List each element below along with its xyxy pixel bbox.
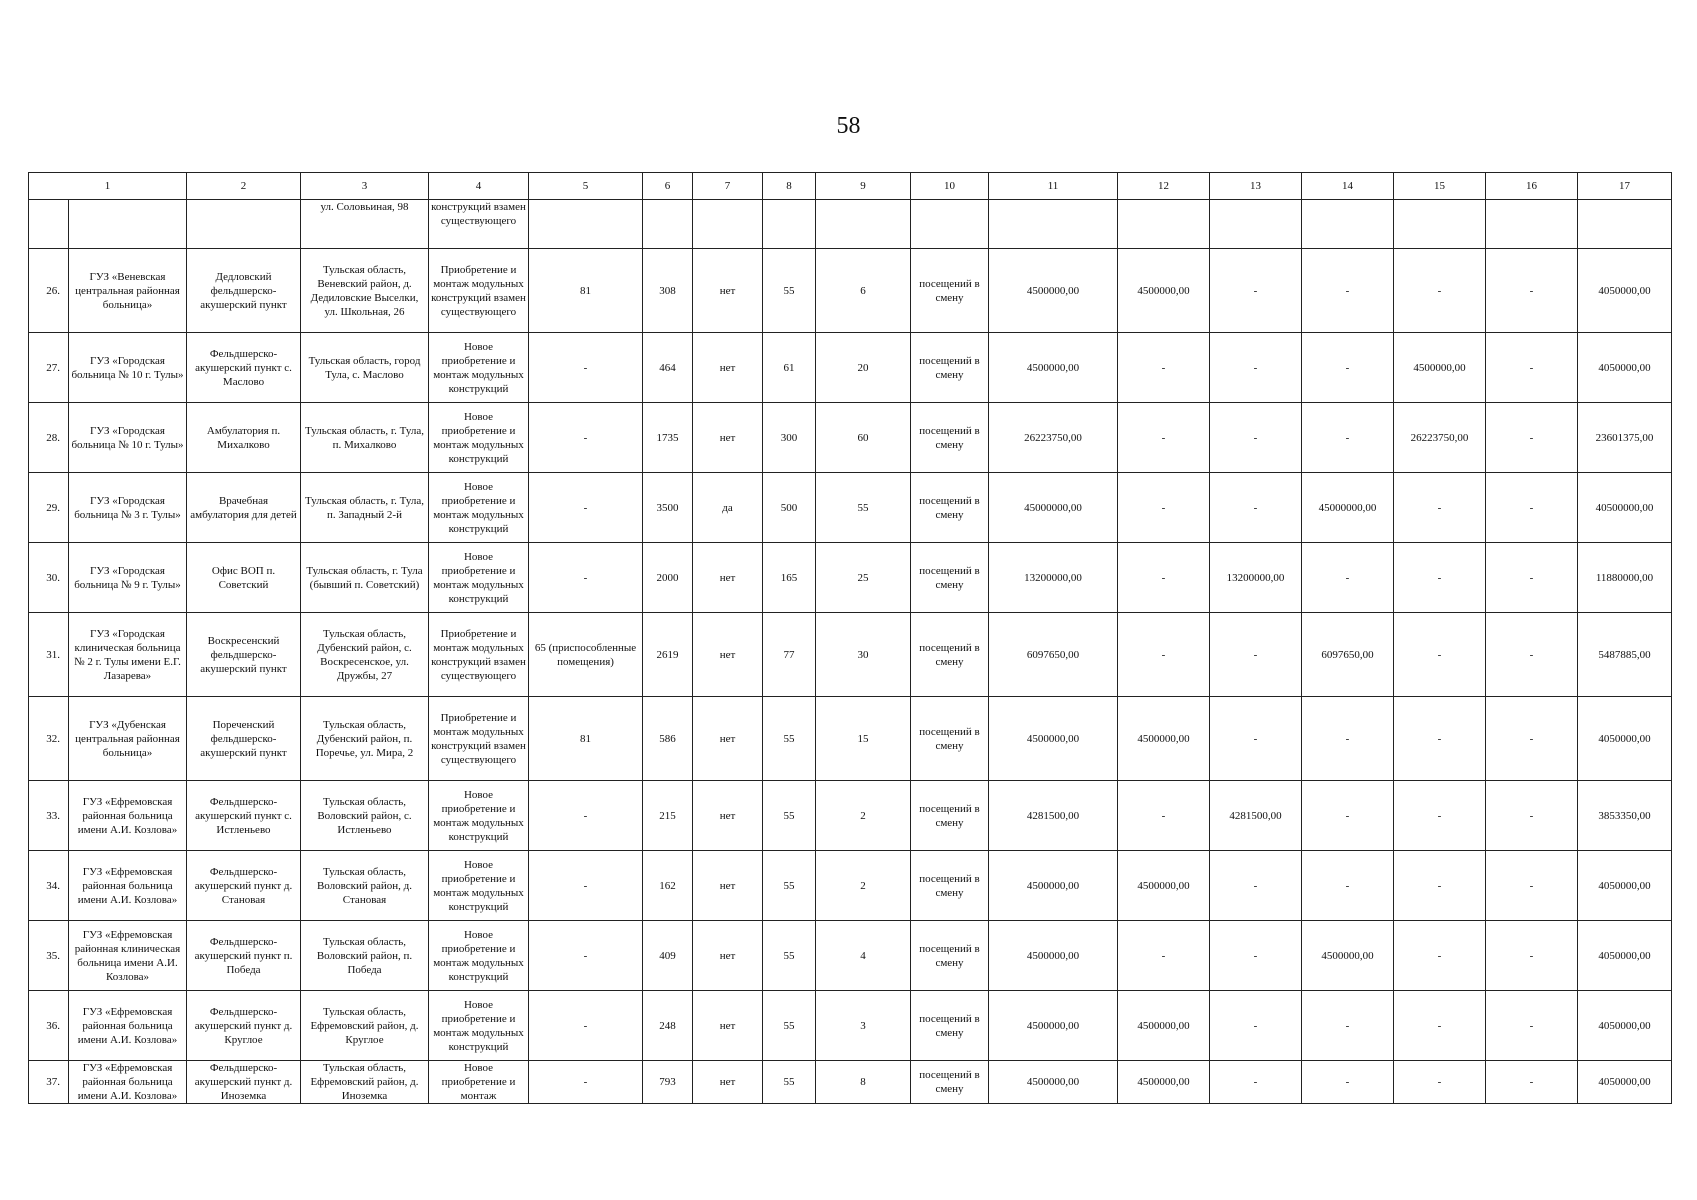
table-row bbox=[29, 921, 1672, 991]
cell-c12: 4500000,00 bbox=[1118, 697, 1210, 781]
header-cell: 16 bbox=[1486, 173, 1578, 200]
cell-c9: 2 bbox=[816, 781, 911, 851]
cell-no: 31. bbox=[29, 613, 69, 697]
cell-c15: - bbox=[1394, 921, 1486, 991]
cell-c6: 464 bbox=[643, 333, 693, 403]
cell-c17: 11880000,00 bbox=[1578, 543, 1672, 613]
cell-c9 bbox=[816, 200, 911, 249]
cell-object: Фельдшерско-акушерский пункт д. Становая bbox=[187, 851, 301, 921]
cell-c12: 4500000,00 bbox=[1118, 851, 1210, 921]
cell-c5: - bbox=[529, 991, 643, 1061]
cell-work: Приобретение и монтаж модульных конструкций взамен существующего bbox=[429, 249, 529, 333]
cell-c11: 26223750,00 bbox=[989, 403, 1118, 473]
cell-work: Новое приобретение и монтаж модульных конструкций bbox=[429, 991, 529, 1061]
cell-org: ГУЗ «Ефремовская районная больница имени А.И. Козлова» bbox=[69, 991, 187, 1061]
cell-c16: - bbox=[1486, 613, 1578, 697]
cell-c8 bbox=[763, 200, 816, 249]
cell-c11: 4500000,00 bbox=[989, 697, 1118, 781]
cell-c10: посещений в смену bbox=[911, 333, 989, 403]
cell-c17: 4050000,00 bbox=[1578, 1061, 1672, 1104]
cell-c9: 4 bbox=[816, 921, 911, 991]
cell-c17: 40500000,00 bbox=[1578, 473, 1672, 543]
cell-c17: 4050000,00 bbox=[1578, 697, 1672, 781]
cell-c11: 4500000,00 bbox=[989, 1061, 1118, 1104]
cell-c12: 4500000,00 bbox=[1118, 1061, 1210, 1104]
cell-address: Тульская область, Ефремовский район, д. Круглое bbox=[301, 991, 429, 1061]
cell-c17: 4050000,00 bbox=[1578, 921, 1672, 991]
cell-c5: - bbox=[529, 543, 643, 613]
header-cell: 11 bbox=[989, 173, 1118, 200]
cell-work: Приобретение и монтаж модульных конструкций взамен существующего bbox=[429, 613, 529, 697]
cell-c14: - bbox=[1302, 697, 1394, 781]
header-cell: 6 bbox=[643, 173, 693, 200]
cell-c5 bbox=[529, 200, 643, 249]
cell-c17: 3853350,00 bbox=[1578, 781, 1672, 851]
cell-work: Новое приобретение и монтаж bbox=[429, 1061, 529, 1104]
header-cell: 10 bbox=[911, 173, 989, 200]
table-row bbox=[29, 613, 1672, 697]
cell-c16: - bbox=[1486, 921, 1578, 991]
cell-c11: 6097650,00 bbox=[989, 613, 1118, 697]
cell-c11: 4500000,00 bbox=[989, 851, 1118, 921]
cell-address: Тульская область, Ефремовский район, д. Иноземка bbox=[301, 1061, 429, 1104]
cell-c10: посещений в смену bbox=[911, 851, 989, 921]
cell-c5: - bbox=[529, 403, 643, 473]
cell-c13: - bbox=[1210, 991, 1302, 1061]
cell-c5: 81 bbox=[529, 697, 643, 781]
cell-c16: - bbox=[1486, 543, 1578, 613]
cell-c8: 77 bbox=[763, 613, 816, 697]
cell-org bbox=[69, 200, 187, 249]
cell-c16: - bbox=[1486, 991, 1578, 1061]
header-cell: 4 bbox=[429, 173, 529, 200]
cell-c16: - bbox=[1486, 473, 1578, 543]
header-cell: 5 bbox=[529, 173, 643, 200]
cell-no: 33. bbox=[29, 781, 69, 851]
table-row bbox=[29, 403, 1672, 473]
cell-c11: 4281500,00 bbox=[989, 781, 1118, 851]
cell-no: 36. bbox=[29, 991, 69, 1061]
header-cell: 15 bbox=[1394, 173, 1486, 200]
cell-c5: 65 (приспособленные помещения) bbox=[529, 613, 643, 697]
cell-c12: - bbox=[1118, 543, 1210, 613]
registry-table bbox=[28, 172, 1672, 1104]
cell-address: Тульская область, Воловский район, п. Победа bbox=[301, 921, 429, 991]
cell-c6: 248 bbox=[643, 991, 693, 1061]
cell-c12: - bbox=[1118, 403, 1210, 473]
cell-c14: - bbox=[1302, 543, 1394, 613]
cell-c7: нет bbox=[693, 921, 763, 991]
header-cell: 12 bbox=[1118, 173, 1210, 200]
cell-no: 30. bbox=[29, 543, 69, 613]
cell-c14: - bbox=[1302, 249, 1394, 333]
cell-org: ГУЗ «Веневская центральная районная больница» bbox=[69, 249, 187, 333]
cell-c12: - bbox=[1118, 613, 1210, 697]
cell-org: ГУЗ «Ефремовская районная больница имени А.И. Козлова» bbox=[69, 781, 187, 851]
cell-c5: - bbox=[529, 473, 643, 543]
cell-work: Новое приобретение и монтаж модульных конструкций bbox=[429, 333, 529, 403]
cell-work: Новое приобретение и монтаж модульных конструкций bbox=[429, 403, 529, 473]
cell-c6: 3500 bbox=[643, 473, 693, 543]
cell-object: Пореченский фельдшерско-акушерский пункт bbox=[187, 697, 301, 781]
cell-no: 28. bbox=[29, 403, 69, 473]
cell-c17: 4050000,00 bbox=[1578, 991, 1672, 1061]
cell-c17: 4050000,00 bbox=[1578, 851, 1672, 921]
cell-c9: 60 bbox=[816, 403, 911, 473]
cell-c5: - bbox=[529, 781, 643, 851]
cell-c15: - bbox=[1394, 851, 1486, 921]
cell-c10: посещений в смену bbox=[911, 781, 989, 851]
cell-address: Тульская область, Воловский район, с. Истленьево bbox=[301, 781, 429, 851]
cell-c9: 3 bbox=[816, 991, 911, 1061]
cell-c6: 793 bbox=[643, 1061, 693, 1104]
cell-c16: - bbox=[1486, 249, 1578, 333]
cell-address: Тульская область, город Тула, с. Маслово bbox=[301, 333, 429, 403]
cell-object: Офис ВОП п. Советский bbox=[187, 543, 301, 613]
cell-c7: да bbox=[693, 473, 763, 543]
cell-c6: 409 bbox=[643, 921, 693, 991]
cell-c7: нет bbox=[693, 249, 763, 333]
cell-object bbox=[187, 200, 301, 249]
cell-work: Новое приобретение и монтаж модульных конструкций bbox=[429, 781, 529, 851]
cell-org: ГУЗ «Ефремовская районная клиническая больница имени А.И. Козлова» bbox=[69, 921, 187, 991]
cell-c8: 55 bbox=[763, 1061, 816, 1104]
table-row bbox=[29, 249, 1672, 333]
cell-c16: - bbox=[1486, 781, 1578, 851]
cell-address: Тульская область, г. Тула, п. Михалково bbox=[301, 403, 429, 473]
cell-c10: посещений в смену bbox=[911, 543, 989, 613]
header-cell: 7 bbox=[693, 173, 763, 200]
cell-c12 bbox=[1118, 200, 1210, 249]
cell-c13: - bbox=[1210, 333, 1302, 403]
cell-object: Фельдшерско-акушерский пункт с. Маслово bbox=[187, 333, 301, 403]
cell-c17: 4050000,00 bbox=[1578, 249, 1672, 333]
cell-c7: нет bbox=[693, 781, 763, 851]
cell-c5: 81 bbox=[529, 249, 643, 333]
cell-c9: 20 bbox=[816, 333, 911, 403]
cell-c6: 2619 bbox=[643, 613, 693, 697]
cell-c8: 500 bbox=[763, 473, 816, 543]
cell-c12: - bbox=[1118, 921, 1210, 991]
cell-org: ГУЗ «Городская клиническая больница № 2 г. Тулы имени Е.Г. Лазарева» bbox=[69, 613, 187, 697]
cell-org: ГУЗ «Городская больница № 9 г. Тулы» bbox=[69, 543, 187, 613]
cell-c11 bbox=[989, 200, 1118, 249]
cell-no: 32. bbox=[29, 697, 69, 781]
cell-c8: 55 bbox=[763, 921, 816, 991]
cell-object: Фельдшерско-акушерский пункт д. Иноземка bbox=[187, 1061, 301, 1104]
cell-c8: 61 bbox=[763, 333, 816, 403]
cell-c15: 4500000,00 bbox=[1394, 333, 1486, 403]
cell-work: Новое приобретение и монтаж модульных конструкций bbox=[429, 921, 529, 991]
cell-c11: 4500000,00 bbox=[989, 991, 1118, 1061]
cell-c16: - bbox=[1486, 851, 1578, 921]
cell-c12: 4500000,00 bbox=[1118, 249, 1210, 333]
cell-c13: - bbox=[1210, 851, 1302, 921]
cell-c11: 45000000,00 bbox=[989, 473, 1118, 543]
cell-c7: нет bbox=[693, 1061, 763, 1104]
cell-c8: 55 bbox=[763, 991, 816, 1061]
cell-c11: 4500000,00 bbox=[989, 249, 1118, 333]
cell-c9: 6 bbox=[816, 249, 911, 333]
header-cell: 2 bbox=[187, 173, 301, 200]
cell-c13: - bbox=[1210, 403, 1302, 473]
cell-c7 bbox=[693, 200, 763, 249]
header-cell: 3 bbox=[301, 173, 429, 200]
cell-c17: 5487885,00 bbox=[1578, 613, 1672, 697]
cell-c13: 4281500,00 bbox=[1210, 781, 1302, 851]
cell-no: 29. bbox=[29, 473, 69, 543]
cell-c15: - bbox=[1394, 249, 1486, 333]
cell-no: 26. bbox=[29, 249, 69, 333]
cell-c16 bbox=[1486, 200, 1578, 249]
cell-object: Воскресенский фельдшерско-акушерский пункт bbox=[187, 613, 301, 697]
header-cell: 17 bbox=[1578, 173, 1672, 200]
cell-c14: - bbox=[1302, 403, 1394, 473]
cell-c13 bbox=[1210, 200, 1302, 249]
table-row bbox=[29, 333, 1672, 403]
header-cell: 13 bbox=[1210, 173, 1302, 200]
cell-c10: посещений в смену bbox=[911, 991, 989, 1061]
cell-c16: - bbox=[1486, 403, 1578, 473]
cell-c13: - bbox=[1210, 1061, 1302, 1104]
cell-object: Фельдшерско-акушерский пункт с. Истленьево bbox=[187, 781, 301, 851]
cell-c8: 55 bbox=[763, 249, 816, 333]
cell-c10: посещений в смену bbox=[911, 1061, 989, 1104]
cell-address: Тульская область, г. Тула, п. Западный 2-й bbox=[301, 473, 429, 543]
cell-work: Новое приобретение и монтаж модульных конструкций bbox=[429, 543, 529, 613]
cell-c9: 8 bbox=[816, 1061, 911, 1104]
cell-c5: - bbox=[529, 333, 643, 403]
cell-c13: 13200000,00 bbox=[1210, 543, 1302, 613]
cell-c9: 30 bbox=[816, 613, 911, 697]
cell-c15: - bbox=[1394, 781, 1486, 851]
cell-c7: нет bbox=[693, 613, 763, 697]
cell-c13: - bbox=[1210, 921, 1302, 991]
cell-no: 34. bbox=[29, 851, 69, 921]
cell-c10 bbox=[911, 200, 989, 249]
table-row bbox=[29, 991, 1672, 1061]
cell-c11: 13200000,00 bbox=[989, 543, 1118, 613]
cell-c6: 308 bbox=[643, 249, 693, 333]
cell-c7: нет bbox=[693, 543, 763, 613]
table-row bbox=[29, 1061, 1672, 1104]
cell-c13: - bbox=[1210, 249, 1302, 333]
cell-c12: - bbox=[1118, 333, 1210, 403]
cell-object: Амбулатория п. Михалково bbox=[187, 403, 301, 473]
cell-c8: 55 bbox=[763, 781, 816, 851]
cell-c6: 1735 bbox=[643, 403, 693, 473]
cell-c12: - bbox=[1118, 473, 1210, 543]
cell-object: Фельдшерско-акушерский пункт д. Круглое bbox=[187, 991, 301, 1061]
cell-c14: 45000000,00 bbox=[1302, 473, 1394, 543]
cell-c7: нет bbox=[693, 333, 763, 403]
header-cell: 8 bbox=[763, 173, 816, 200]
cell-address: Тульская область, Дубенский район, с. Воскресенское, ул. Дружбы, 27 bbox=[301, 613, 429, 697]
cell-c16: - bbox=[1486, 697, 1578, 781]
cell-c14 bbox=[1302, 200, 1394, 249]
cell-c14: - bbox=[1302, 333, 1394, 403]
cell-c15: 26223750,00 bbox=[1394, 403, 1486, 473]
cell-c5: - bbox=[529, 921, 643, 991]
cell-c8: 55 bbox=[763, 851, 816, 921]
cell-c15: - bbox=[1394, 991, 1486, 1061]
cell-c8: 55 bbox=[763, 697, 816, 781]
cell-work: Новое приобретение и монтаж модульных конструкций bbox=[429, 473, 529, 543]
cell-c9: 25 bbox=[816, 543, 911, 613]
cell-c6: 586 bbox=[643, 697, 693, 781]
table-row bbox=[29, 543, 1672, 613]
cell-c16: - bbox=[1486, 1061, 1578, 1104]
header-row bbox=[29, 173, 1672, 200]
cell-c11: 4500000,00 bbox=[989, 921, 1118, 991]
table-row bbox=[29, 781, 1672, 851]
cell-c6: 2000 bbox=[643, 543, 693, 613]
cell-c10: посещений в смену bbox=[911, 697, 989, 781]
table-row bbox=[29, 473, 1672, 543]
header-cell: 9 bbox=[816, 173, 911, 200]
cell-c15: - bbox=[1394, 543, 1486, 613]
cell-c12: 4500000,00 bbox=[1118, 991, 1210, 1061]
cell-no bbox=[29, 200, 69, 249]
cell-no: 37. bbox=[29, 1061, 69, 1104]
table-row bbox=[29, 851, 1672, 921]
cell-c13: - bbox=[1210, 473, 1302, 543]
cell-c11: 4500000,00 bbox=[989, 333, 1118, 403]
cell-work: конструкций взамен существующего bbox=[429, 200, 529, 249]
cell-no: 27. bbox=[29, 333, 69, 403]
cell-c15: - bbox=[1394, 1061, 1486, 1104]
cell-org: ГУЗ «Городская больница № 10 г. Тулы» bbox=[69, 403, 187, 473]
header-cell: 1 bbox=[29, 173, 187, 200]
cell-c13: - bbox=[1210, 613, 1302, 697]
header-cell: 14 bbox=[1302, 173, 1394, 200]
cell-c9: 2 bbox=[816, 851, 911, 921]
cell-org: ГУЗ «Городская больница № 10 г. Тулы» bbox=[69, 333, 187, 403]
cell-address: Тульская область, Воловский район, д. Становая bbox=[301, 851, 429, 921]
table-row bbox=[29, 697, 1672, 781]
cell-work: Приобретение и монтаж модульных конструкций взамен существующего bbox=[429, 697, 529, 781]
cell-c10: посещений в смену bbox=[911, 921, 989, 991]
cell-c6: 215 bbox=[643, 781, 693, 851]
cell-c5: - bbox=[529, 851, 643, 921]
cell-c14: 4500000,00 bbox=[1302, 921, 1394, 991]
cell-c15 bbox=[1394, 200, 1486, 249]
cell-object: Фельдшерско-акушерский пункт п. Победа bbox=[187, 921, 301, 991]
cell-c8: 300 bbox=[763, 403, 816, 473]
cell-address: Тульская область, г. Тула (бывший п. Советский) bbox=[301, 543, 429, 613]
cell-c5: - bbox=[529, 1061, 643, 1104]
cell-object: Врачебная амбулатория для детей bbox=[187, 473, 301, 543]
cell-org: ГУЗ «Городская больница № 3 г. Тулы» bbox=[69, 473, 187, 543]
cell-c17 bbox=[1578, 200, 1672, 249]
cell-address: ул. Соловьиная, 98 bbox=[301, 200, 429, 249]
cell-c15: - bbox=[1394, 473, 1486, 543]
cell-c8: 165 bbox=[763, 543, 816, 613]
cell-no: 35. bbox=[29, 921, 69, 991]
cell-org: ГУЗ «Ефремовская районная больница имени А.И. Козлова» bbox=[69, 851, 187, 921]
cell-c9: 55 bbox=[816, 473, 911, 543]
cell-c14: - bbox=[1302, 991, 1394, 1061]
cell-c13: - bbox=[1210, 697, 1302, 781]
continuation-row bbox=[29, 200, 1672, 249]
cell-c9: 15 bbox=[816, 697, 911, 781]
cell-c7: нет bbox=[693, 851, 763, 921]
cell-org: ГУЗ «Ефремовская районная больница имени А.И. Козлова» bbox=[69, 1061, 187, 1104]
cell-c10: посещений в смену bbox=[911, 249, 989, 333]
cell-c7: нет bbox=[693, 697, 763, 781]
cell-c14: 6097650,00 bbox=[1302, 613, 1394, 697]
cell-c10: посещений в смену bbox=[911, 613, 989, 697]
cell-c12: - bbox=[1118, 781, 1210, 851]
cell-c14: - bbox=[1302, 851, 1394, 921]
cell-c17: 23601375,00 bbox=[1578, 403, 1672, 473]
cell-c10: посещений в смену bbox=[911, 473, 989, 543]
cell-c14: - bbox=[1302, 781, 1394, 851]
cell-address: Тульская область, Веневский район, д. Дедиловские Выселки, ул. Школьная, 26 bbox=[301, 249, 429, 333]
page-number: 58 bbox=[836, 113, 861, 139]
cell-c17: 4050000,00 bbox=[1578, 333, 1672, 403]
cell-c15: - bbox=[1394, 613, 1486, 697]
cell-object: Дедловский фельдшерско-акушерский пункт bbox=[187, 249, 301, 333]
cell-c14: - bbox=[1302, 1061, 1394, 1104]
cell-c7: нет bbox=[693, 403, 763, 473]
cell-address: Тульская область, Дубенский район, п. Поречье, ул. Мира, 2 bbox=[301, 697, 429, 781]
cell-c16: - bbox=[1486, 333, 1578, 403]
cell-c10: посещений в смену bbox=[911, 403, 989, 473]
cell-c7: нет bbox=[693, 991, 763, 1061]
cell-work: Новое приобретение и монтаж модульных конструкций bbox=[429, 851, 529, 921]
cell-c6: 162 bbox=[643, 851, 693, 921]
cell-c6 bbox=[643, 200, 693, 249]
cell-c15: - bbox=[1394, 697, 1486, 781]
cell-org: ГУЗ «Дубенская центральная районная больница» bbox=[69, 697, 187, 781]
